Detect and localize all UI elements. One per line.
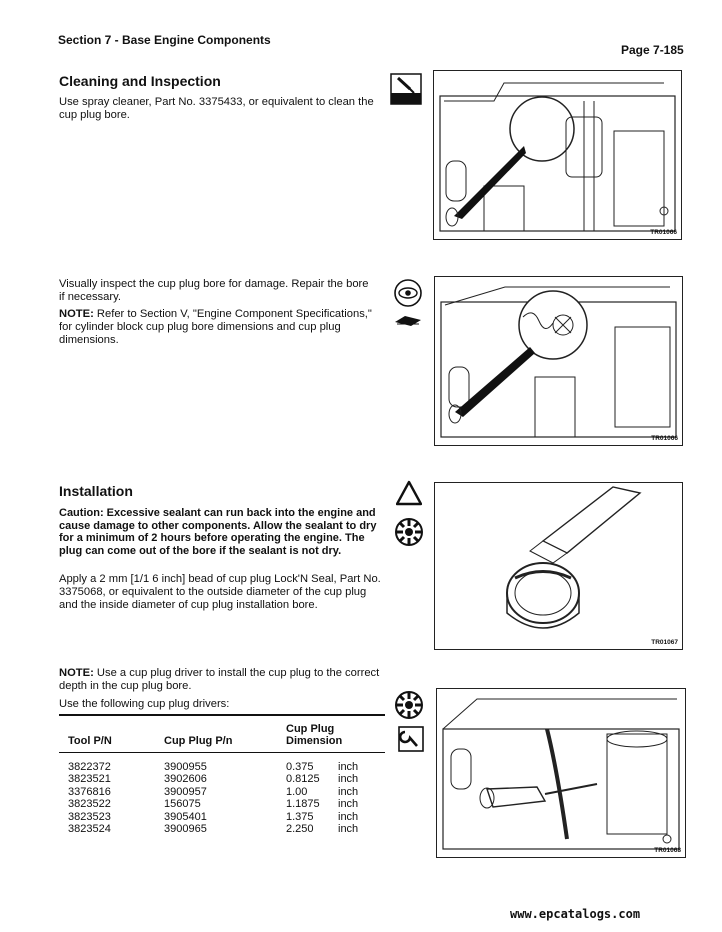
figure-code: TR01066 [650, 229, 677, 236]
plug-pn: 3900955 [164, 761, 207, 773]
plug-pn: 3900957 [164, 785, 207, 798]
caution-text: Caution: Excessive sealant can run back into the engine and cause damage to other components. Allow the sealant to dry for a minimum of 2 hours before operating the engine. The plug can come out of the bore if the sealant is not dry. [59, 507, 377, 557]
table-row [68, 798, 376, 810]
table-row [68, 786, 376, 798]
note-label: NOTE: [59, 308, 94, 320]
plug-dimension: 1.375 inch [286, 810, 359, 823]
installation-heading: Installation [59, 483, 133, 499]
table-top-rule [59, 714, 385, 716]
inspect-text: Visually inspect the cup plug bore for damage. Repair the bore if necessary. [59, 278, 369, 303]
figure-code: TR01067 [651, 639, 678, 646]
col-header-dimension: Cup Plug Dimension [286, 723, 343, 747]
figure-code: TR01066 [651, 435, 678, 442]
table-row [68, 811, 376, 823]
plug-dimension: 1.00 inch [286, 785, 359, 798]
plug-pn: 3900965 [164, 823, 207, 836]
tool-pn: 3823523 [68, 810, 111, 823]
col-header-plug: Cup Plug P/n [164, 735, 233, 747]
note-label: NOTE: [59, 667, 94, 679]
plug-dimension: 1.1875 inch [286, 798, 359, 811]
measure-icon [393, 312, 423, 335]
plug-dimension: 2.250 inch [286, 823, 359, 836]
inspect-eye-icon [393, 278, 423, 313]
cleaning-heading: Cleaning and Inspection [59, 73, 221, 89]
warning-triangle-icon [396, 480, 422, 511]
figure-code: TR01068 [654, 847, 681, 854]
table-header-rule [59, 752, 385, 753]
use-drivers-text: Use the following cup plug drivers: [59, 698, 230, 710]
apply-text: Apply a 2 mm [1/1 6 inch] bead of cup plug Lock'N Seal, Part No. 3375068, or equivalent to the outside diameter of the cup plug and the inside diameter of cup plug installation bore. [59, 573, 381, 611]
cup-plug-driver-table [68, 721, 376, 835]
plug-dimension: 0.8125 inch [286, 773, 359, 786]
plug-pn: 3905401 [164, 810, 207, 823]
note-text: Refer to Section V, "Engine Component Specifications," for cylinder block cup plug bore dimensions and cup plug dimensions. [59, 308, 372, 346]
inspect-note [59, 308, 379, 347]
install-note [59, 667, 381, 693]
tool-pn: 3822372 [68, 761, 111, 773]
figure-engine-inspect [434, 276, 683, 446]
figure-sealant [434, 482, 683, 650]
tool-pn: 3823521 [68, 773, 111, 786]
wrench-icon [398, 726, 424, 757]
table-row [68, 761, 376, 773]
cleaning-text: Use spray cleaner, Part No. 3375433, or equivalent to clean the cup plug bore. [59, 96, 374, 121]
tool-pn: 3376816 [68, 785, 111, 798]
plug-pn: 156075 [164, 798, 201, 811]
table-row [68, 773, 376, 785]
tool-gear-icon-2 [394, 690, 424, 725]
tool-pn: 3823522 [68, 798, 111, 811]
figure-cup-plug-driver [436, 688, 686, 858]
tool-pn: 3823524 [68, 823, 111, 836]
col-header-tool: Tool P/N [68, 735, 112, 747]
tool-gear-icon [394, 517, 424, 552]
plug-dimension: 0.375 inch [286, 761, 359, 773]
page-number: Page 7-185 [621, 43, 684, 57]
watermark-text[interactable]: www.epcatalogs.com [510, 907, 641, 921]
table-row [68, 823, 376, 835]
note-text: Use a cup plug driver to install the cup plug to the correct depth in the cup plug bore. [59, 667, 380, 692]
section-title: Section 7 - Base Engine Components [58, 33, 271, 47]
plug-pn: 3902606 [164, 773, 207, 786]
clean-icon [390, 73, 422, 110]
figure-engine-clean [433, 70, 682, 240]
